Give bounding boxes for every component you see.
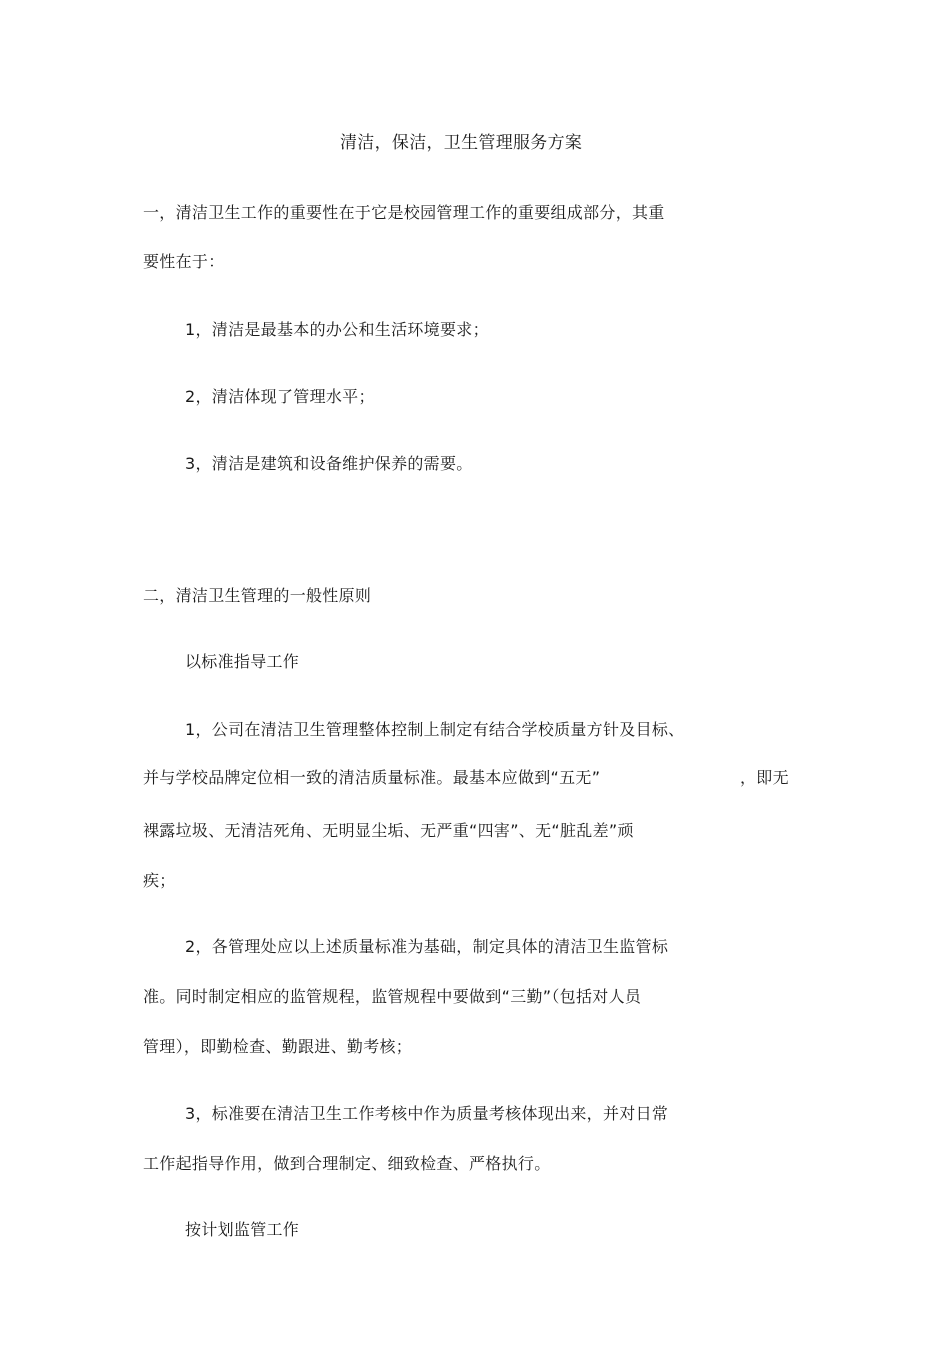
section-1-item-2: 2，清洁体现了管理水平； bbox=[185, 387, 375, 406]
paragraph-1-line-2a: 并与学校品牌定位相一致的清洁质量标准。最基本应做到“五无” bbox=[143, 768, 601, 787]
subsection-plan-heading: 按计划监管工作 bbox=[185, 1220, 300, 1239]
paragraph-2-line-1: 2，各管理处应以上述质量标准为基础，制定具体的清洁卫生监管标 bbox=[185, 937, 669, 956]
paragraph-3-line-1: 3，标准要在清洁卫生工作考核中作为质量考核体现出来，并对日常 bbox=[185, 1104, 669, 1123]
section-1-item-3: 3，清洁是建筑和设备维护保养的需要。 bbox=[185, 454, 473, 473]
paragraph-1-line-2b: ，即无 bbox=[740, 768, 789, 787]
paragraph-2-line-2: 准。同时制定相应的监管规程，监管规程中要做到“三勤”（包括对人员 bbox=[143, 987, 642, 1006]
paragraph-3-line-2: 工作起指导作用，做到合理制定、细致检查、严格执行。 bbox=[143, 1154, 551, 1173]
section-1-heading-line-2: 要性在于： bbox=[143, 252, 225, 271]
section-1-item-1: 1，清洁是最基本的办公和生活环境要求； bbox=[185, 320, 489, 339]
section-2-heading: 二，清洁卫生管理的一般性原则 bbox=[143, 586, 372, 605]
paragraph-1-line-4: 疾； bbox=[143, 871, 176, 890]
section-1-heading-line-1: 一，清洁卫生工作的重要性在于它是校园管理工作的重要组成部分，其重 bbox=[143, 203, 665, 222]
paragraph-2-line-3: 管理），即勤检查、勤跟进、勤考核； bbox=[143, 1037, 413, 1056]
document-title: 清洁，保洁，卫生管理服务方案 bbox=[340, 133, 583, 153]
paragraph-1-line-1: 1，公司在清洁卫生管理整体控制上制定有结合学校质量方针及目标、 bbox=[185, 720, 685, 739]
paragraph-1-line-3: 裸露垃圾、无清洁死角、无明显尘垢、无严重“四害”、无“脏乱差”顽 bbox=[143, 821, 634, 840]
subsection-standards-heading: 以标准指导工作 bbox=[185, 652, 300, 671]
